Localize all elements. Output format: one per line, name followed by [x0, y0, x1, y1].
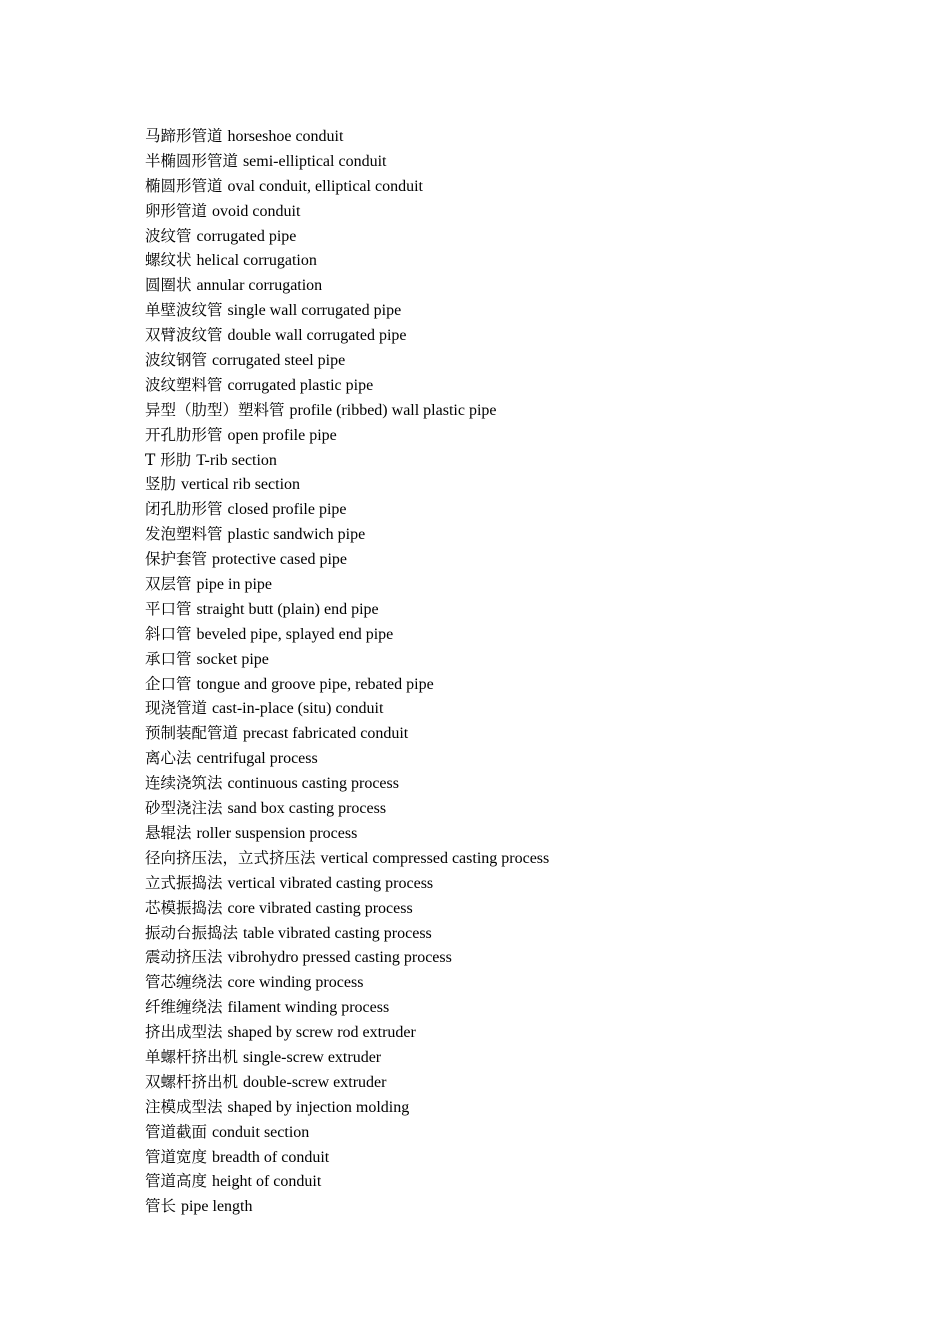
glossary-entry: [145, 398, 549, 423]
term-chinese: 闭孔肋形管: [145, 500, 223, 519]
term-chinese: 马蹄形管道: [145, 127, 223, 145]
term-english: double-screw extruder: [242, 1073, 387, 1091]
term-chinese: 双臂波纹管: [145, 326, 223, 345]
term-english: corrugated pipe: [196, 227, 297, 245]
glossary-entry: [145, 572, 549, 597]
term-english: single wall corrugated pipe: [227, 302, 402, 320]
term-chinese: 径向挤压法，立式挤压法: [145, 848, 316, 867]
term-english: helical corrugation: [196, 252, 317, 270]
term-chinese: 砂型浇注法: [145, 799, 223, 818]
term-english: core winding process: [227, 974, 364, 992]
glossary-entry: [145, 224, 549, 249]
glossary-entry: [145, 1169, 549, 1194]
term-chinese: 立式振捣法: [145, 873, 223, 892]
glossary-entry: [145, 921, 549, 946]
glossary-entry: [145, 771, 549, 796]
term-chinese: 平口管: [145, 599, 192, 618]
glossary-entry: [145, 273, 549, 298]
glossary-entry: [145, 846, 549, 871]
term-chinese: 管芯缠绕法: [145, 973, 223, 992]
term-chinese: 开孔肋形管: [145, 425, 223, 444]
term-chinese: 圆圈状: [145, 276, 192, 295]
term-english: height of conduit: [211, 1173, 322, 1191]
term-chinese: 斜口管: [145, 624, 192, 643]
glossary-entry: [145, 821, 549, 846]
term-english: ovoid conduit: [211, 202, 301, 220]
term-english: semi-elliptical conduit: [242, 152, 387, 170]
term-chinese: 竖肋: [145, 475, 177, 494]
term-chinese: T 形肋: [145, 450, 192, 469]
term-english: open profile pipe: [227, 426, 337, 444]
term-english: vertical vibrated casting process: [227, 874, 434, 892]
glossary-entry: [145, 248, 549, 273]
term-english: socket pipe: [196, 650, 269, 668]
term-english: single-screw extruder: [242, 1048, 382, 1066]
glossary-entry: [145, 721, 549, 746]
term-english: core vibrated casting process: [227, 899, 413, 917]
term-chinese: 震动挤压法: [145, 948, 223, 967]
term-english: roller suspension process: [196, 824, 358, 842]
glossary-entry: [145, 1120, 549, 1145]
term-chinese: 芯模振捣法: [145, 898, 223, 917]
term-chinese: 波纹管: [145, 226, 192, 245]
term-english: vertical compressed casting process: [320, 849, 550, 867]
glossary-entry: [145, 323, 549, 348]
term-chinese: 异型（肋型）塑料管: [145, 400, 285, 419]
term-english: annular corrugation: [196, 277, 323, 295]
term-chinese: 纤维缠绕法: [145, 998, 223, 1017]
term-english: double wall corrugated pipe: [227, 327, 407, 345]
term-english: precast fabricated conduit: [242, 725, 409, 743]
glossary-entry: [145, 796, 549, 821]
term-english: straight butt (plain) end pipe: [196, 600, 379, 618]
glossary-entry: [145, 149, 549, 174]
glossary-entry: [145, 647, 549, 672]
glossary-entry: [145, 1145, 549, 1170]
term-english: cast-in-place (situ) conduit: [211, 700, 384, 718]
glossary-entry: [145, 423, 549, 448]
term-english: continuous casting process: [227, 775, 399, 793]
term-english: pipe length: [180, 1198, 253, 1216]
glossary-entry: [145, 124, 549, 149]
term-english: plastic sandwich pipe: [227, 526, 366, 544]
term-chinese: 连续浇筑法: [145, 774, 223, 793]
term-chinese: 卵形管道: [145, 201, 208, 220]
term-chinese: 管道宽度: [145, 1147, 208, 1166]
glossary-entry: [145, 1095, 549, 1120]
glossary-entry: [145, 970, 549, 995]
term-english: centrifugal process: [196, 750, 318, 768]
glossary-entry: [145, 896, 549, 921]
glossary-entry: [145, 1045, 549, 1070]
term-chinese: 悬辊法: [145, 823, 192, 842]
glossary-entry: [145, 672, 549, 697]
term-english: vertical rib section: [180, 476, 301, 494]
glossary-entry: [145, 174, 549, 199]
glossary-entry: [145, 448, 549, 473]
term-chinese: 发泡塑料管: [145, 525, 223, 544]
glossary-entry: [145, 348, 549, 373]
term-chinese: 预制装配管道: [145, 724, 239, 743]
glossary-entry: [145, 995, 549, 1020]
term-english: T-rib section: [196, 451, 277, 469]
term-chinese: 波纹钢管: [145, 351, 208, 370]
term-chinese: 挤出成型法: [145, 1023, 223, 1042]
term-chinese: 螺纹状: [145, 251, 192, 270]
term-chinese: 双螺杆挤出机: [145, 1072, 239, 1091]
term-chinese: 双层管: [145, 575, 192, 594]
term-english: pipe in pipe: [196, 576, 272, 594]
term-english: sand box casting process: [227, 800, 387, 818]
glossary-entry: [145, 1070, 549, 1095]
glossary-entry: [145, 298, 549, 323]
term-english: closed profile pipe: [227, 501, 347, 519]
glossary-entry: [145, 945, 549, 970]
term-chinese: 管道高度: [145, 1172, 208, 1191]
term-english: shaped by screw rod extruder: [227, 1024, 416, 1042]
term-chinese: 企口管: [145, 674, 192, 693]
term-chinese: 离心法: [145, 749, 192, 768]
term-chinese: 椭圆形管道: [145, 176, 223, 195]
term-chinese: 波纹塑料管: [145, 375, 223, 394]
glossary-entry: [145, 373, 549, 398]
term-english: horseshoe conduit: [227, 128, 344, 145]
glossary-entry: [145, 1020, 549, 1045]
term-english: beveled pipe, splayed end pipe: [196, 625, 394, 643]
term-english: corrugated plastic pipe: [227, 376, 374, 394]
term-english: conduit section: [211, 1123, 310, 1141]
term-chinese: 单螺杆挤出机: [145, 1047, 239, 1066]
glossary-list: [145, 124, 549, 1219]
term-chinese: 现浇管道: [145, 699, 208, 718]
glossary-entry: [145, 1194, 549, 1219]
term-english: oval conduit, elliptical conduit: [227, 177, 423, 195]
term-english: tongue and groove pipe, rebated pipe: [196, 675, 434, 693]
glossary-entry: [145, 199, 549, 224]
term-chinese: 管长: [145, 1197, 177, 1216]
glossary-entry: [145, 696, 549, 721]
term-english: filament winding process: [227, 999, 390, 1017]
term-chinese: 半椭圆形管道: [145, 151, 239, 170]
term-english: shaped by injection molding: [227, 1098, 410, 1116]
term-chinese: 单壁波纹管: [145, 301, 223, 320]
term-chinese: 注模成型法: [145, 1097, 223, 1116]
glossary-entry: [145, 497, 549, 522]
term-chinese: 管道截面: [145, 1122, 208, 1141]
glossary-entry: [145, 597, 549, 622]
glossary-entry: [145, 622, 549, 647]
term-english: profile (ribbed) wall plastic pipe: [289, 401, 497, 419]
glossary-entry: [145, 472, 549, 497]
glossary-entry: [145, 547, 549, 572]
term-chinese: 承口管: [145, 649, 192, 668]
term-chinese: 保护套管: [145, 550, 208, 569]
glossary-entry: [145, 746, 549, 771]
term-english: table vibrated casting process: [242, 924, 432, 942]
term-english: corrugated steel pipe: [211, 352, 346, 370]
term-chinese: 振动台振捣法: [145, 923, 239, 942]
term-english: vibrohydro pressed casting process: [227, 949, 452, 967]
glossary-entry: [145, 522, 549, 547]
glossary-entry: [145, 871, 549, 896]
term-english: breadth of conduit: [211, 1148, 330, 1166]
term-english: protective cased pipe: [211, 551, 347, 569]
